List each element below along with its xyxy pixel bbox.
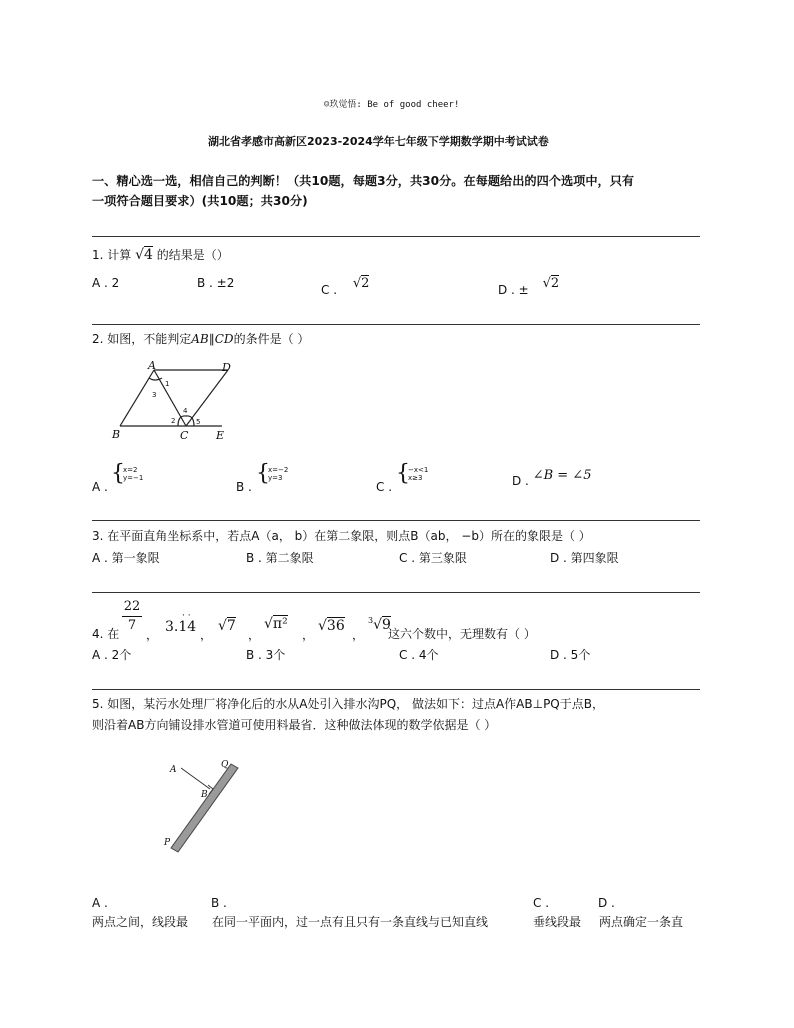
section-heading-line2: 一项符合题目要求）(共10题；共30分)	[92, 194, 308, 208]
divider	[92, 236, 700, 237]
q4-repeat-dots: · ·	[182, 611, 191, 621]
q2-option-c-eq1: −x<1	[408, 466, 429, 474]
q5-ditch-pq	[171, 764, 238, 852]
q2-option-c-brace: {	[396, 461, 410, 486]
q2-option-c-eq2: x≥3	[408, 474, 423, 482]
q4-option-d: D . 5个	[550, 648, 591, 662]
question-5-line1: 5. 如图，某污水处理厂将净化后的水从A处引入排水沟PQ， 做法如下：过点A作AB⊥PQ于点B，	[92, 697, 604, 711]
q4-option-a: A . 2个	[92, 648, 132, 662]
q5-label-a: A	[170, 765, 177, 775]
q5-option-b-label: B .	[211, 896, 227, 910]
q2-angle-3: 3	[152, 391, 157, 399]
q1-option-c-radical: √2	[352, 276, 370, 291]
q4-sep-2: ，	[200, 628, 213, 642]
q4-cbrt-9-radicand: 9	[382, 617, 391, 633]
q2-label-e: E	[216, 429, 225, 442]
q3-option-c: C . 第三象限	[399, 551, 467, 565]
q5-label-p: P	[164, 838, 171, 848]
q2-option-d	[512, 468, 592, 488]
q3-option-d: D . 第四象限	[550, 551, 619, 565]
q2-angle-1: 1	[165, 380, 170, 388]
q5-label-q: Q	[221, 760, 229, 770]
q2-label-d: D	[222, 361, 231, 374]
q5-label-b: B	[201, 790, 208, 800]
q2-ab: AB	[191, 332, 209, 346]
q1-prefix: 1. 计算	[92, 248, 132, 262]
q2-label-a: A	[148, 360, 156, 372]
q4-suffix: 这六个数中，无理数有（ ）	[388, 627, 536, 641]
q5-option-c-label: C .	[533, 896, 550, 910]
question-2	[92, 330, 309, 347]
q1-option-d-radical: √2	[542, 276, 560, 291]
q2-option-a-eq1: x=2	[123, 466, 138, 474]
q2-option-c	[376, 461, 429, 494]
q4-sqrt-36: √36	[318, 618, 345, 634]
q2-option-b-label: B .	[236, 480, 252, 494]
q4-sqrt-7-radicand: 7	[226, 618, 236, 634]
q5-option-b-text: 在同一平面内，过一点有且只有一条直线与已知直线	[212, 915, 489, 929]
q5-option-a-label: A .	[92, 896, 108, 910]
q4-sep-4: ，	[302, 628, 315, 642]
q2-angle-2: 2	[171, 417, 176, 425]
q2-option-b-brace: {	[256, 461, 270, 486]
q2-figure	[108, 360, 243, 446]
q1-suffix: 的结果是（）	[156, 248, 229, 262]
q2-label-b: B	[112, 428, 121, 441]
q3-option-a: A . 第一象限	[92, 551, 160, 565]
q2-option-d-label: D .	[512, 474, 529, 488]
page-motto: ☺玖觉悟: Be of good cheer!	[324, 100, 460, 110]
exam-title: 湖北省孝感市高新区2023-2024学年七年级下学期数学期中考试试卷	[208, 135, 549, 148]
q2-option-c-label: C .	[376, 480, 393, 494]
q4-sqrt-7: √7	[218, 618, 236, 634]
q4-sqrt-pi-sq: √π²	[264, 616, 288, 632]
q5-option-d-label: D .	[598, 896, 615, 910]
q1-option-d	[498, 276, 560, 297]
q4-sqrt-pi-sq-radicand: π²	[272, 616, 288, 632]
q4-sep-3: ，	[248, 628, 261, 642]
q2-option-a-brace: {	[111, 461, 125, 486]
divider	[92, 520, 700, 521]
q2-angle-arc-c	[178, 416, 194, 426]
section-heading-line1: 一、精心选一选，相信自己的判断！（共10题，每题3分，共30分。在每题给出的四个选项中，只有	[92, 174, 635, 188]
q1-option-c-label: C .	[321, 283, 338, 297]
q1-option-d-radicand: 2	[550, 276, 560, 291]
question-5-line2: 则沿着AB方向铺设排水管道可使用料最省．这种做法体现的数学依据是（ ）	[92, 718, 497, 732]
q4-fraction-numerator: 22	[122, 598, 142, 617]
q4-cbrt-index: 3	[368, 616, 374, 625]
q2-text-pre: 2. 如图，不能判定	[92, 332, 192, 346]
q2-option-a-eq2: y=−1	[123, 474, 144, 482]
q2-option-a-label: A .	[92, 480, 108, 494]
q3-option-b: B . 第二象限	[246, 551, 314, 565]
q4-decimal: 3.14	[165, 619, 197, 635]
q2-parallel: ∥	[208, 332, 215, 346]
q2-option-a	[92, 461, 144, 494]
q4-sqrt-36-radicand: 36	[326, 618, 345, 634]
q2-option-c-system	[408, 466, 428, 482]
q2-label-c: C	[180, 429, 189, 442]
q5-figure	[160, 752, 250, 858]
q4-sep-5: ，	[352, 628, 365, 642]
q1-option-d-label: D . ±	[498, 283, 529, 297]
q4-prefix: 4. 在	[92, 627, 120, 641]
q5-option-a-text: 两点之间，线段最	[92, 915, 189, 929]
q1-option-c-radicand: 2	[361, 276, 370, 291]
q2-option-a-system	[123, 466, 143, 482]
divider	[92, 689, 700, 690]
question-1	[92, 246, 229, 263]
q2-option-b-eq2: y=3	[268, 474, 283, 482]
question-3: 3. 在平面直角坐标系中，若点A（a， b）在第二象限，则点B（ab， −b）所在的象限是（ ）	[92, 529, 591, 543]
q4-sep-1: ，	[146, 628, 159, 642]
q5-option-d-text: 两点确定一条直	[599, 915, 684, 929]
q2-option-b-eq1: x=−2	[268, 466, 289, 474]
q4-fraction	[122, 598, 142, 635]
q4-repeating-decimal	[165, 611, 197, 635]
q2-option-d-expr: ∠B = ∠5	[532, 468, 592, 483]
q5-pipe-ab	[181, 768, 210, 789]
q1-radical: √4	[135, 247, 153, 263]
q2-option-b	[236, 461, 289, 494]
q5-option-c-text: 垂线段最	[533, 915, 582, 929]
q2-cd: CD	[214, 332, 234, 346]
q4-option-c: C . 4个	[399, 648, 439, 662]
q1-option-a: A . 2	[92, 276, 120, 290]
q1-option-c	[321, 276, 370, 297]
q2-text-post: 的条件是（ ）	[233, 332, 310, 346]
q2-option-b-system	[268, 466, 288, 482]
q2-angle-5: 5	[196, 418, 201, 426]
divider	[92, 592, 700, 593]
divider	[92, 324, 700, 325]
q4-cbrt-9: $^3$√9	[368, 616, 391, 633]
q1-radicand: 4	[144, 247, 153, 263]
q1-option-b: B . ±2	[197, 276, 235, 290]
q2-angle-4: 4	[183, 407, 188, 415]
q4-option-b: B . 3个	[246, 648, 286, 662]
q4-fraction-denominator: 7	[127, 618, 137, 633]
